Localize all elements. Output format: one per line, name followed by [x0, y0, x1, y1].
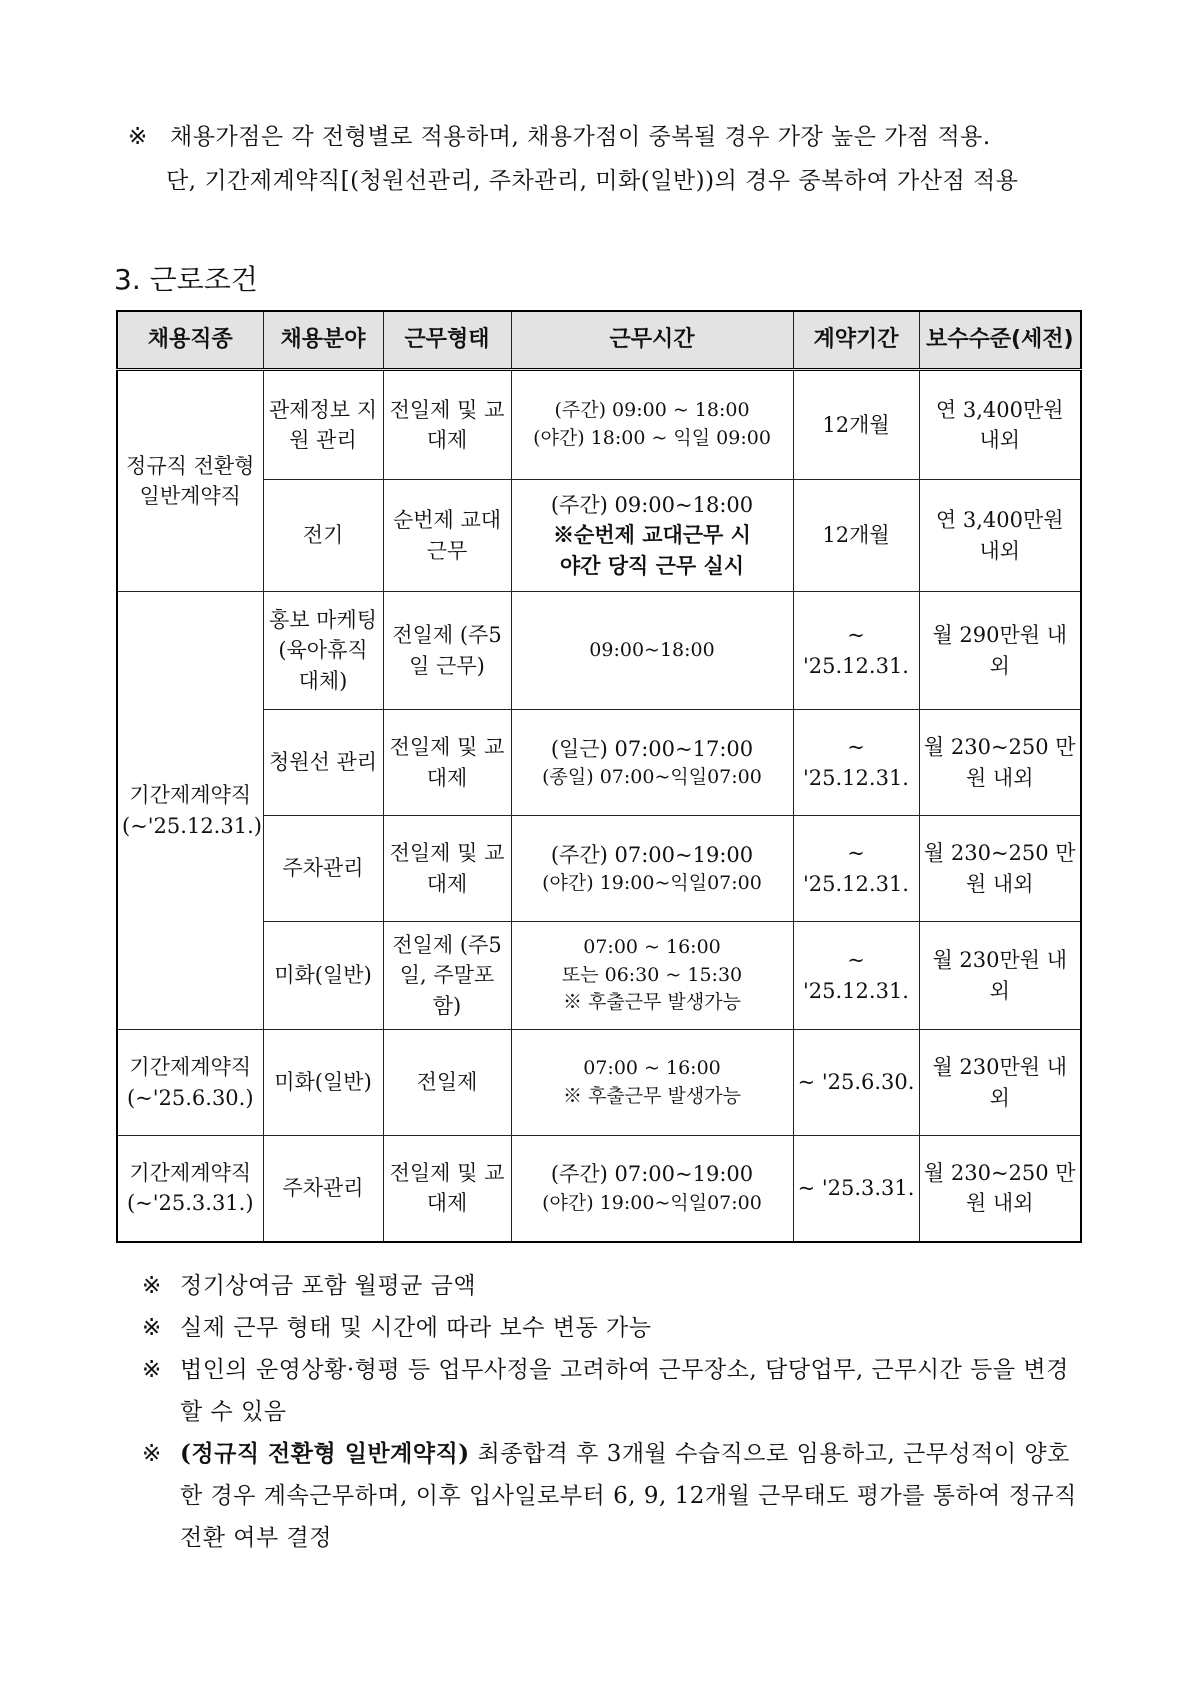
work-hours-cell: (일근) 07:00~17:00 (종일) 07:00~익일07:00	[511, 710, 793, 816]
reference-mark-icon: ※	[142, 1273, 162, 1299]
work-form-cell: 순번제 교대근무	[383, 480, 511, 592]
table-header-row	[117, 311, 1081, 370]
footnote-bold-prefix: (정규직 전환형 일반계약직)	[180, 1440, 470, 1467]
work-hours-cell: 07:00 ~ 16:00 또는 06:30 ~ 15:30 ※ 후출근무 발생가능	[511, 922, 793, 1030]
job-type-cell: 기간제계약직 (~'25.12.31.)	[117, 592, 263, 1030]
work-form-cell: 전일제 및 교대제	[383, 710, 511, 816]
work-form-cell: 전일제 (주5일 근무)	[383, 592, 511, 710]
pay-cell: 월 290만원 내외	[919, 592, 1081, 710]
footnote-item: ※ 법인의 운영상황·형평 등 업무사정을 고려하여 근무장소, 담당업무, 근무시간 등을 변경할 수 있음	[142, 1349, 1087, 1433]
work-form-cell: 전일제 및 교대제	[383, 1136, 511, 1242]
contract-period-cell: ~ '25.12.31.	[793, 922, 919, 1030]
contract-period-cell: ~ '25.12.31.	[793, 592, 919, 710]
pay-cell: 월 230~250 만원 내외	[919, 710, 1081, 816]
contract-period-cell: ~ '25.6.30.	[793, 1030, 919, 1136]
field-cell: 미화(일반)	[263, 922, 383, 1030]
job-type-cell: 기간제계약직 (~'25.6.30.)	[117, 1030, 263, 1136]
work-hours-cell: (주간) 09:00~18:00 ※순번제 교대근무 시 야간 당직 근무 실시	[511, 480, 793, 592]
contract-period-cell: ~ '25.3.31.	[793, 1136, 919, 1242]
footnote-item: ※ 실제 근무 형태 및 시간에 따라 보수 변동 가능	[142, 1307, 1087, 1349]
header-pay-level: 보수수준(세전)	[919, 311, 1081, 370]
pay-cell: 월 230만원 내외	[919, 922, 1081, 1030]
contract-period-cell: 12개월	[793, 370, 919, 480]
work-form-cell: 전일제 및 교대제	[383, 816, 511, 922]
header-field: 채용분야	[263, 311, 383, 370]
intro-note-line-2: 단, 기간제계약직[(청원선관리, 주차관리, 미화(일반))의 경우 중복하여 가산점 적용	[166, 168, 1019, 194]
footnote-item: ※ 정기상여금 포함 월평균 금액	[142, 1265, 1087, 1307]
reference-mark-icon: ※	[128, 124, 148, 150]
work-form-cell: 전일제	[383, 1030, 511, 1136]
contract-period-cell: 12개월	[793, 480, 919, 592]
header-job-type: 채용직종	[117, 311, 263, 370]
field-cell: 주차관리	[263, 1136, 383, 1242]
field-cell: 홍보 마케팅 (육아휴직 대체)	[263, 592, 383, 710]
work-hours-cell: (주간) 07:00~19:00 (야간) 19:00~익일07:00	[511, 816, 793, 922]
reference-mark-icon: ※	[142, 1357, 162, 1383]
contract-period-cell: ~ '25.12.31.	[793, 816, 919, 922]
work-hours-cell: (주간) 09:00 ~ 18:00 (야간) 18:00 ~ 익일 09:00	[511, 370, 793, 480]
work-hours-cell: 09:00~18:00	[511, 592, 793, 710]
pay-cell: 월 230~250 만원 내외	[919, 816, 1081, 922]
header-contract-period: 계약기간	[793, 311, 919, 370]
job-type-cell: 기간제계약직 (~'25.3.31.)	[117, 1136, 263, 1242]
work-form-cell: 전일제 및 교대제	[383, 370, 511, 480]
pay-cell: 월 230만원 내외	[919, 1030, 1081, 1136]
field-cell: 관제정보 지원 관리	[263, 370, 383, 480]
intro-note-line-1: ※ 채용가점은 각 전형별로 적용하며, 채용가점이 중복될 경우 가장 높은 가점 적용.	[128, 124, 991, 150]
table-row	[117, 592, 1081, 710]
reference-mark-icon: ※	[142, 1441, 162, 1467]
footnotes	[142, 1265, 1087, 1559]
job-type-cell: 정규직 전환형 일반계약직	[117, 370, 263, 592]
work-form-cell: 전일제 (주5일, 주말포함)	[383, 922, 511, 1030]
header-work-hours: 근무시간	[511, 311, 793, 370]
working-conditions-table	[116, 310, 1082, 1243]
reference-mark-icon: ※	[142, 1315, 162, 1341]
header-work-form: 근무형태	[383, 311, 511, 370]
contract-period-cell: ~ '25.12.31.	[793, 710, 919, 816]
section-title: 3. 근로조건	[114, 263, 258, 296]
footnote-item: ※ (정규직 전환형 일반계약직) 최종합격 후 3개월 수습직으로 임용하고, 근무성적이 양호한 경우 계속근무하며, 이후 입사일로부터 6, 9, 12개월 근무태도 평가를 통하여 정규직 전환 여부 결정	[142, 1433, 1087, 1559]
field-cell: 전기	[263, 480, 383, 592]
pay-cell: 연 3,400만원 내외	[919, 480, 1081, 592]
table-row	[117, 370, 1081, 480]
field-cell: 미화(일반)	[263, 1030, 383, 1136]
table-row	[117, 1136, 1081, 1242]
pay-cell: 연 3,400만원 내외	[919, 370, 1081, 480]
pay-cell: 월 230~250 만원 내외	[919, 1136, 1081, 1242]
table-row	[117, 1030, 1081, 1136]
field-cell: 주차관리	[263, 816, 383, 922]
field-cell: 청원선 관리	[263, 710, 383, 816]
work-hours-cell: 07:00 ~ 16:00 ※ 후출근무 발생가능	[511, 1030, 793, 1136]
work-hours-cell: (주간) 07:00~19:00 (야간) 19:00~익일07:00	[511, 1136, 793, 1242]
